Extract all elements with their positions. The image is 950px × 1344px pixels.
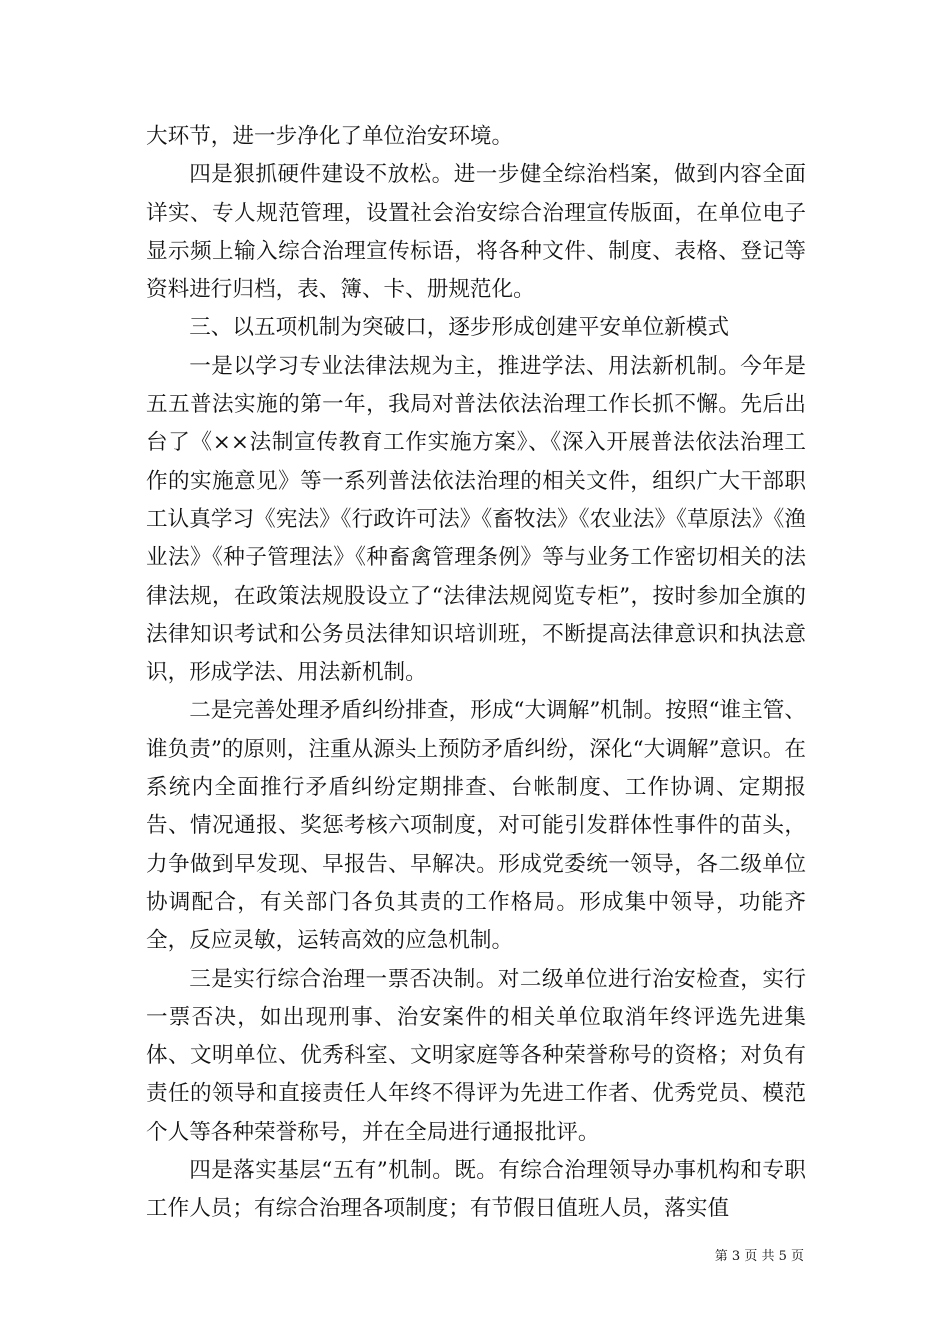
section-heading-five-mechanisms: 三、以五项机制为突破口，逐步形成创建平安单位新模式 (189, 315, 730, 341)
document-body (146, 118, 806, 1229)
paragraph-hardware-construction: 四是狠抓硬件建设不放松。进一步健全综治档案，做到内容全面详实、专人规范管理，设置社会治安综合治理宣传版面，在单位电子显示频上输入综合治理宣传标语，将各种文件、制度、表格、登记等资料进行归档，表、簿、卡、册规范化。 (146, 162, 806, 303)
paragraph-mediation: 二是完善处理矛盾纠纷排查，形成“大调解”机制。按照“谁主管、谁负责”的原则，注重从源头上预防矛盾纠纷，深化“大调解”意识。在系统内全面推行矛盾纠纷定期排查、台帐制度、工作协调、定期报告、情况通报、奖惩考核六项制度，对可能引发群体性事件的苗头，力争做到早发现、早报告、早解决。形成党委统一领导，各二级单位协调配合，有关部门各负其责的工作格局。形成集中领导，功能齐全，反应灵敏，运转高效的应急机制。 (146, 698, 806, 954)
paragraph-veto-system: 三是实行综合治理一票否决制。对二级单位进行治安检查，实行一票否决，如出现刑事、治安案件的相关单位取消年终评选先进集体、文明单位、优秀科室、文明家庭等各种荣誉称号的资格；对负有责任的领导和直接责任人年终不得评为先进工作者、优秀党员、模范个人等各种荣誉称号，并在全局进行通报批评。 (146, 966, 806, 1145)
paragraph-continuation: 大环节，进一步净化了单位治安环境。 (146, 124, 514, 149)
paragraph-legal-study: 一是以学习专业法律法规为主，推进学法、用法新机制。今年是五五普法实施的第一年，我局对普法依法治理工作长抓不懈。先后出台了《××法制宣传教育工作实施方案》、《深入开展普法依法治理工作的实施意见》等一系列普法依法治理的相关文件，组织广大干部职工认真学习《宪法》《行政许可法》《畜牧法》《农业法》《草原法》《渔业法》《种子管理法》《种畜禽管理条例》等与业务工作密切相关的法律法规，在政策法规股设立了“法律法规阅览专柜”，按时参加全旗的法律知识考试和公务员法律知识培训班，不断提高法律意识和执法意识，形成学法、用法新机制。 (146, 353, 806, 686)
paragraph-five-haves: 四是落实基层“五有”机制。既。有综合治理领导办事机构和专职工作人员；有综合治理各项制度；有节假日值班人员，落实值 (146, 1158, 806, 1222)
page-number-footer: 第 3 页 共 5 页 (714, 1249, 804, 1264)
